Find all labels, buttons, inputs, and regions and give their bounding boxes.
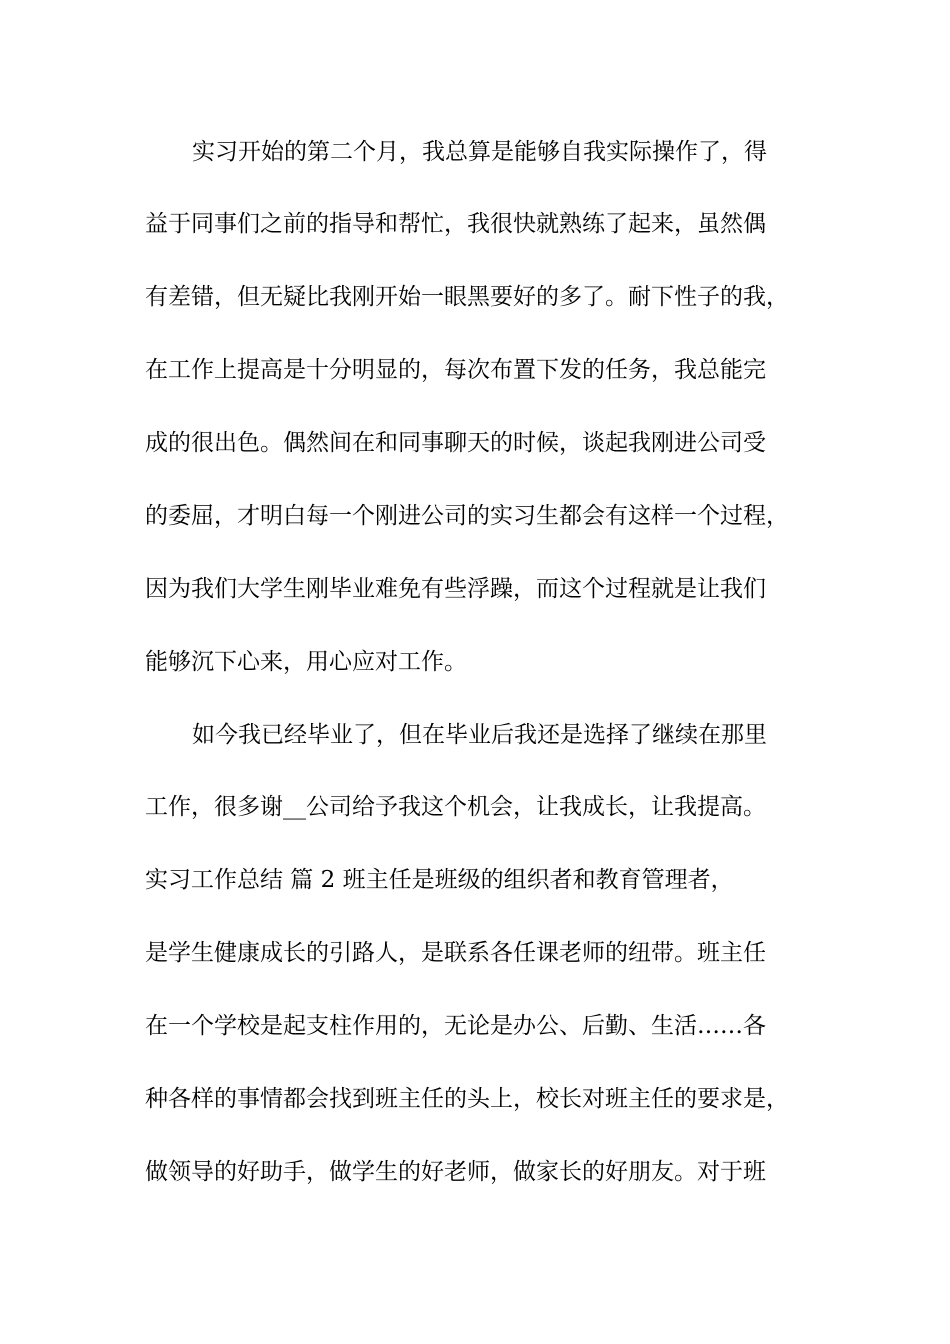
paragraph-line: 益于同事们之前的指导和帮忙，我很快就熟练了起来，虽然偶 (145, 211, 766, 237)
paragraph-line: 因为我们大学生刚毕业难免有些浮躁，而这个过程就是让我们 (145, 576, 766, 602)
paragraph-line: 是学生健康成长的引路人，是联系各任课老师的纽带。班主任 (145, 940, 766, 966)
paragraph-line: 在一个学校是起支柱作用的，无论是办公、后勤、生活……各 (145, 1013, 766, 1039)
paragraph-line: 在工作上提高是十分明显的，每次布置下发的任务，我总能完 (145, 357, 766, 383)
paragraph-line: 工作，很多谢__公司给予我这个机会，让我成长，让我提高。 (145, 794, 766, 820)
paragraph-line: 能够沉下心来，用心应对工作。 (145, 649, 467, 675)
section-heading-line: 实习工作总结 篇 2 班主任是班级的组织者和教育管理者， (145, 867, 734, 893)
paragraph-line: 成的很出色。偶然间在和同事聊天的时候，谈起我刚进公司受 (145, 430, 766, 456)
paragraph-line: 有差错，但无疑比我刚开始一眼黑要好的多了。耐下性子的我， (145, 284, 789, 310)
paragraph-line: 种各样的事情都会找到班主任的头上，校长对班主任的要求是， (145, 1086, 789, 1112)
paragraph-line: 做领导的好助手，做学生的好老师，做家长的好朋友。对于班 (145, 1159, 766, 1185)
paragraph-line: 实习开始的第二个月，我总算是能够自我实际操作了，得 (192, 139, 767, 165)
paragraph-line: 如今我已经毕业了，但在毕业后我还是选择了继续在那里 (192, 722, 767, 748)
paragraph-line: 的委屈，才明白每一个刚进公司的实习生都会有这样一个过程， (145, 503, 789, 529)
